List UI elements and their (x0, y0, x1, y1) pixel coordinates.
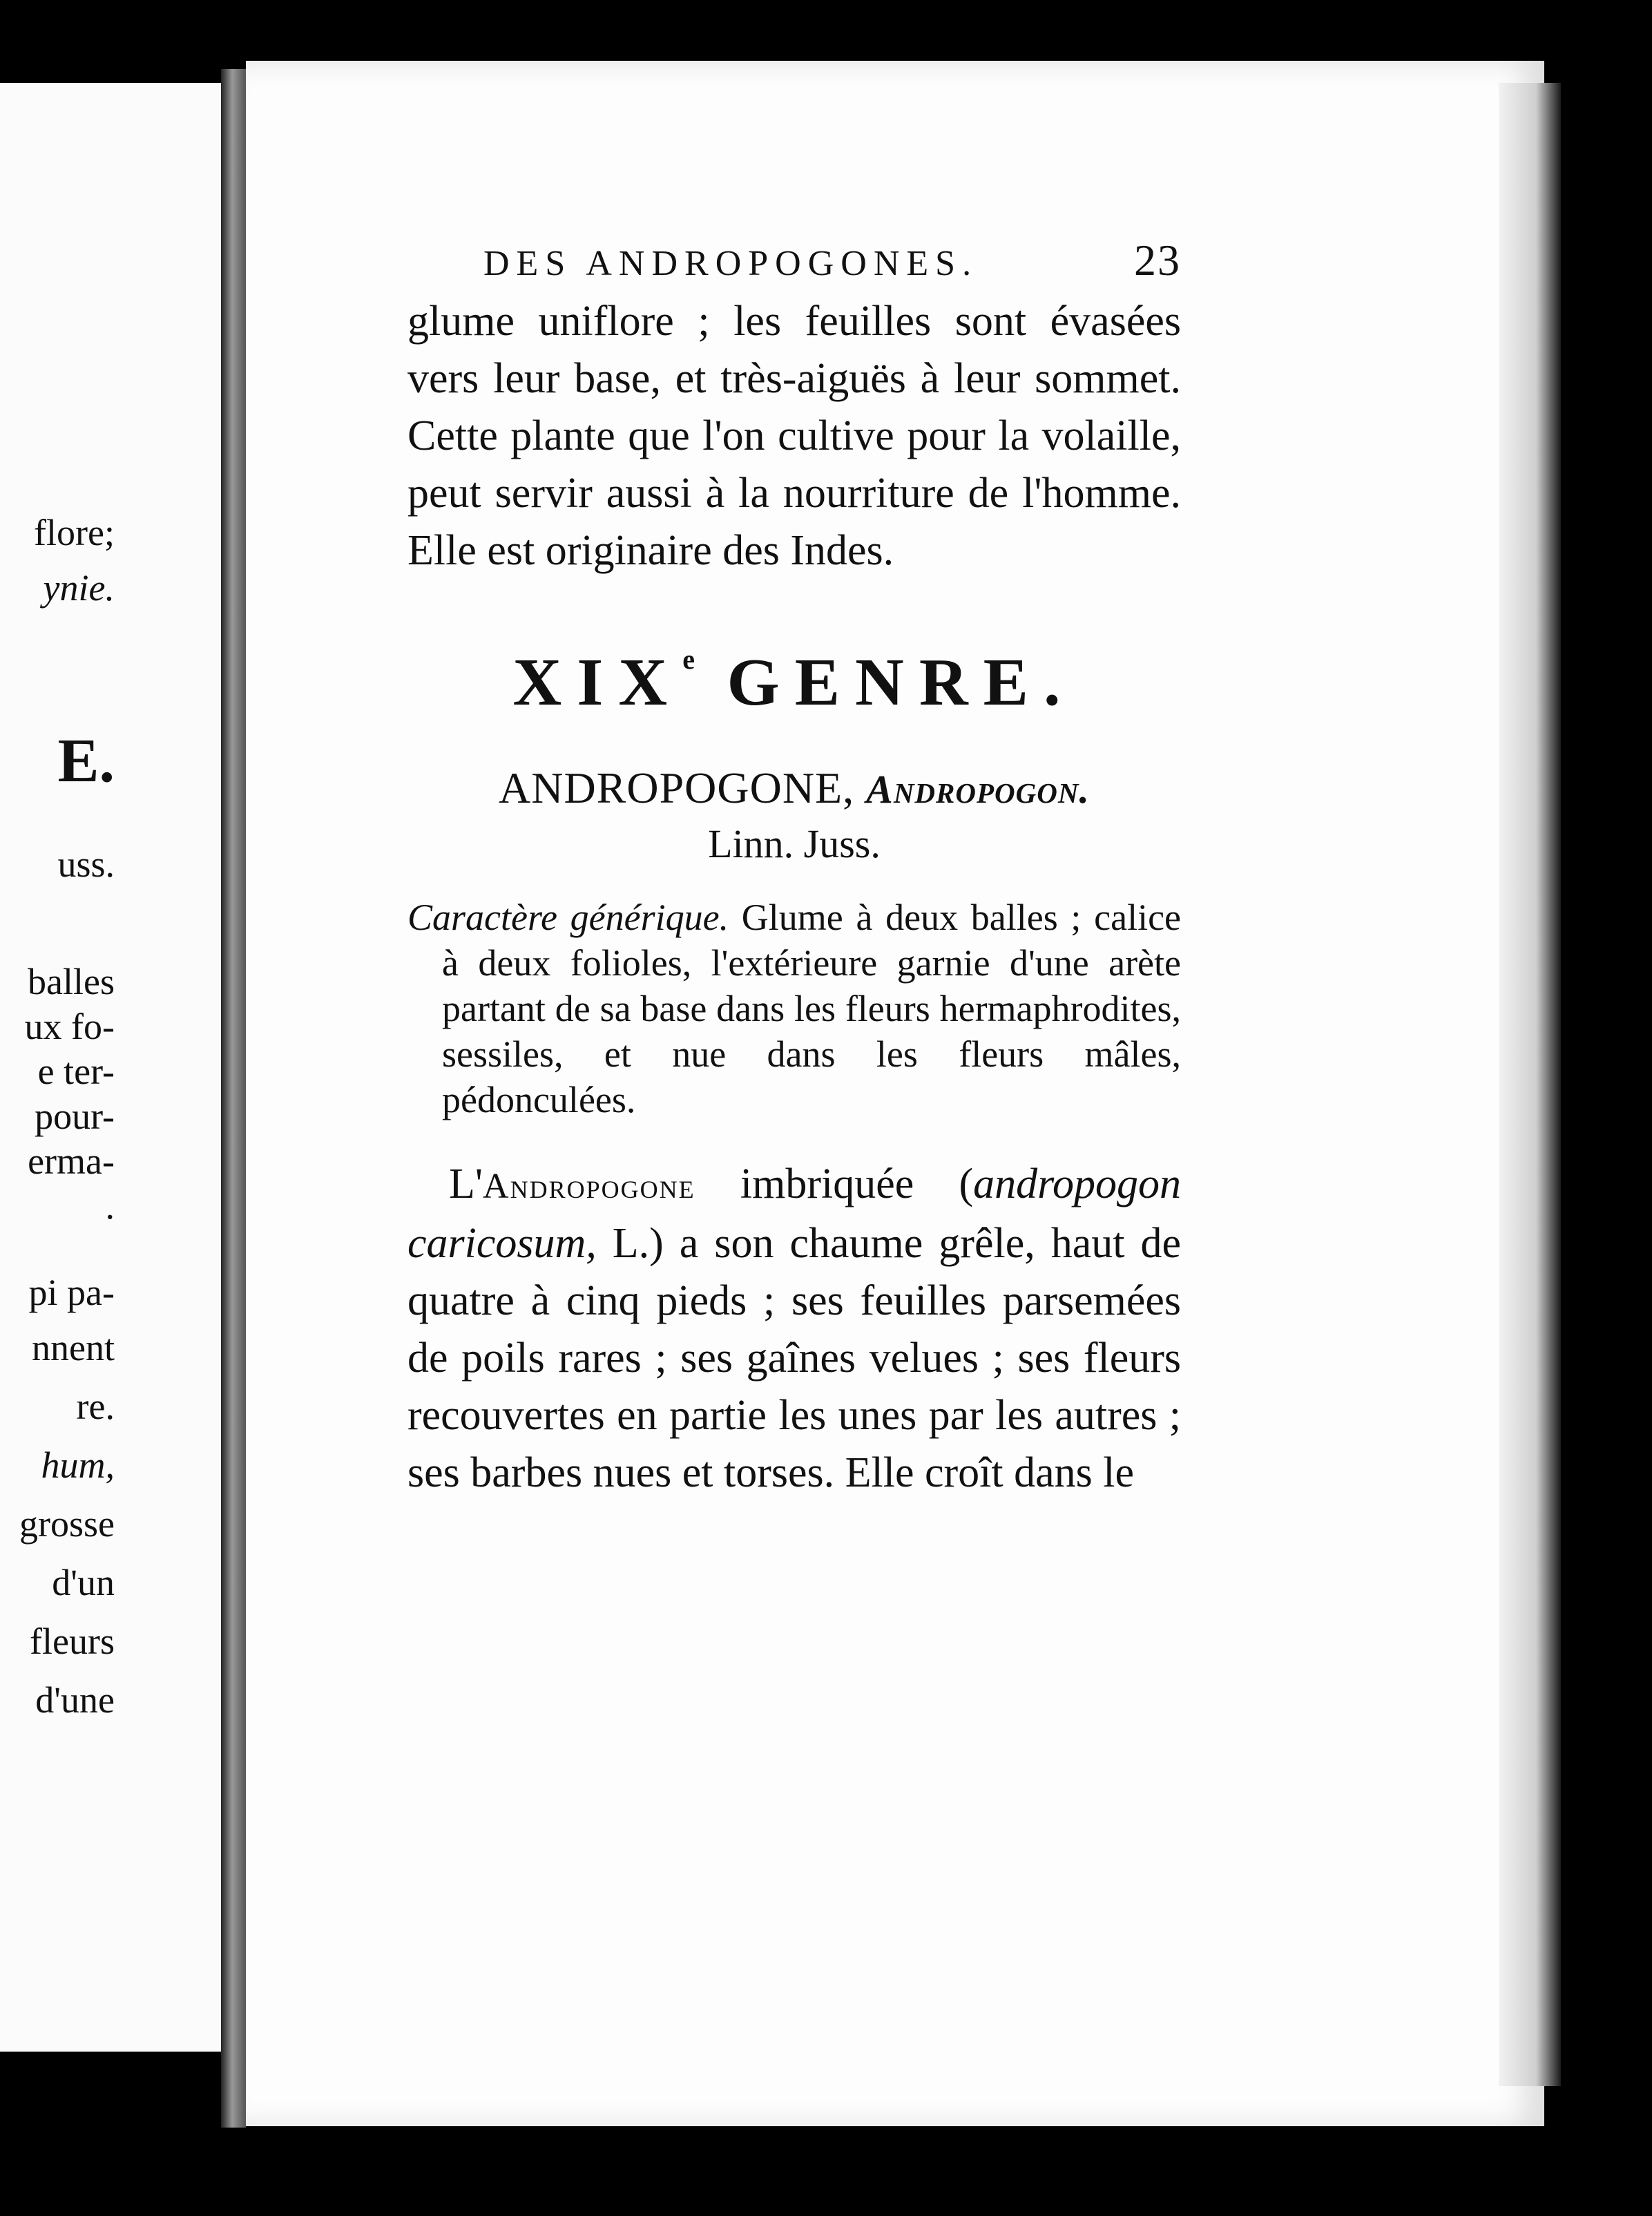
left-fragment: nnent (32, 1327, 115, 1368)
running-head (483, 235, 1181, 286)
page-text (407, 235, 1181, 1502)
entry-mid: imbriquée ( (695, 1160, 974, 1207)
continuation-paragraph: glume uniflore ; les feuilles sont évasées vers leur base, et très-aiguës à leur sommet. Cette plante que l'on cultive pour la volaille, peut servir aussi à la nourriture de l'homme. Elle est originaire des Indes. (407, 298, 1181, 574)
entry-name: Andropogone (483, 1167, 695, 1206)
left-fragment: erma- (28, 1140, 115, 1182)
left-page (0, 83, 225, 2052)
left-fragment: d'une (35, 1679, 115, 1721)
left-fragment: re. (76, 1386, 115, 1427)
page-number: 23 (1134, 236, 1181, 285)
genus-authorities: Linn. Juss. (708, 821, 881, 866)
left-fragment: pi pa- (28, 1272, 115, 1313)
genus-title (407, 763, 1181, 814)
left-fragment: ynie. (43, 567, 115, 609)
species-entry (407, 1156, 1181, 1502)
left-fragment: hum, (41, 1444, 115, 1486)
left-fragment: E. (57, 727, 115, 795)
entry-latin: andropogon caricosum, (407, 1160, 1181, 1267)
left-fragment: e ter- (37, 1051, 115, 1092)
left-fragment: flore; (34, 512, 115, 553)
left-fragment: pour- (35, 1096, 115, 1137)
genus-latin: Andropogon. (866, 767, 1090, 812)
generic-character-text: Glume à deux balles ; calice à deux folioles, l'extérieure garnie d'une arète partant de sa base dans les fleurs hermaphrodites, sessiles, et nue dans les fleurs mâles, pédonculées. (442, 897, 1182, 1120)
left-fragment: uss. (57, 843, 115, 885)
left-fragment: grosse (19, 1503, 115, 1545)
genre-numeral: XIX (512, 645, 683, 720)
page-edge (1499, 83, 1561, 2086)
genre-superscript: e (682, 644, 695, 675)
entry-lead: L' (449, 1160, 483, 1207)
left-fragment: d'un (52, 1562, 115, 1603)
running-head-title: DES ANDROPOGONES. (483, 244, 979, 283)
genus-french: ANDROPOGONE, (499, 763, 855, 812)
generic-character (407, 895, 1181, 1123)
book-gutter (221, 69, 246, 2128)
generic-character-lead: Caractère générique. (407, 897, 729, 938)
genre-word: GENRE. (727, 645, 1076, 720)
left-fragment: balles (28, 961, 115, 1002)
left-fragment: . (105, 1185, 115, 1227)
left-fragment: ux fo- (24, 1006, 115, 1047)
genre-heading (407, 643, 1181, 721)
left-fragment: fleurs (30, 1621, 115, 1662)
entry-text: L.) a son chaume grêle, haut de quatre à cinq pieds ; ses feuilles parsemées de poils rares ; ses gaînes velues ; ses fleurs recouvertes en partie les unes par les autres ; ses barbes nues et torses. Elle croît dans le (407, 1220, 1181, 1496)
